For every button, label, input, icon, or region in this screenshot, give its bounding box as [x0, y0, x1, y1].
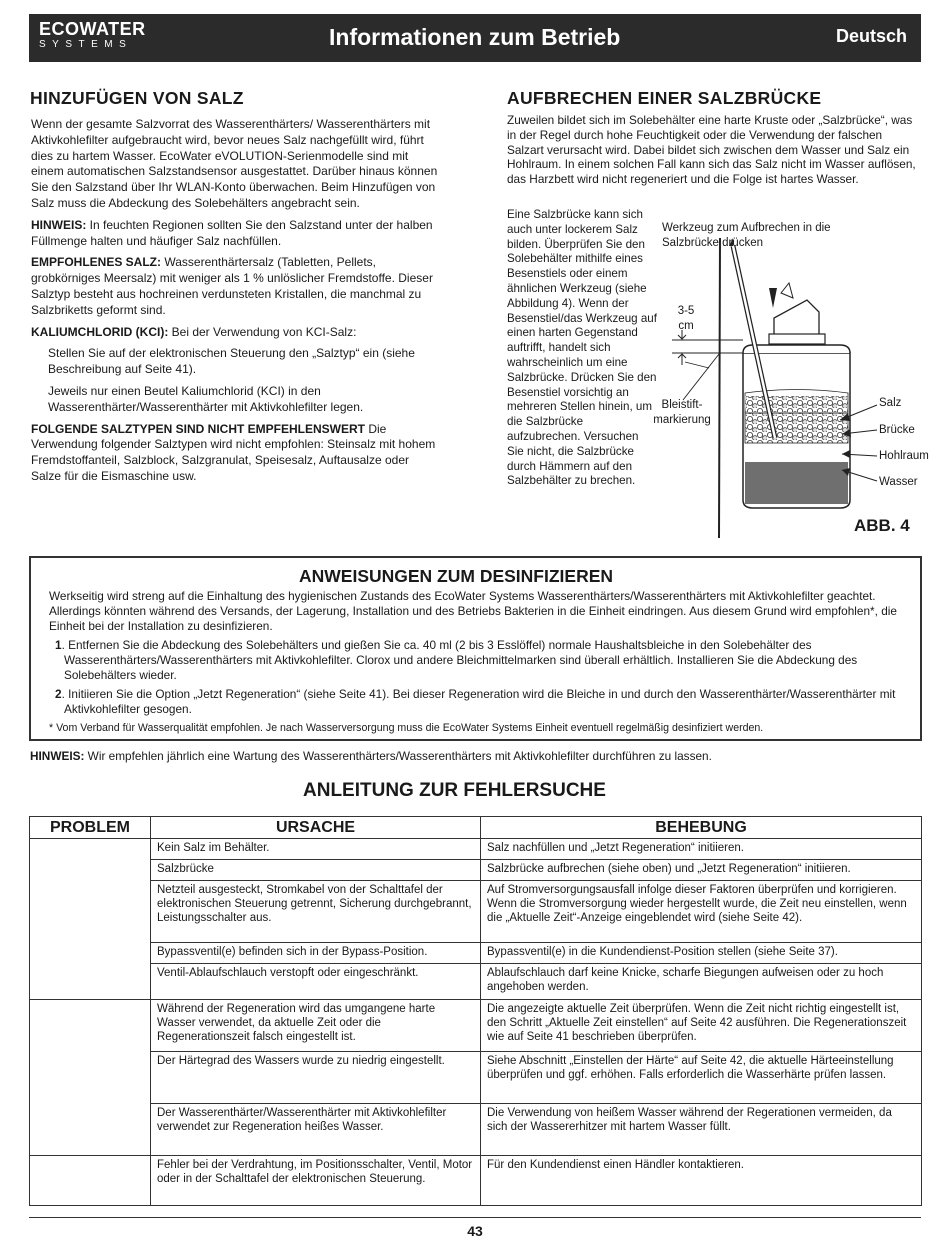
- cause-cell: Fehler bei der Verdrahtung, im Positionsschalter, Ventil, Motor oder in der Schalttafel der elektronischen Steuerung.: [151, 1156, 481, 1206]
- water-label: Wasser: [879, 476, 918, 488]
- cause-cell: Der Wasserenthärter/Wasserenthärter mit Aktivkohlefilter verwendet zur Regeneration heißes Wasser.: [151, 1104, 481, 1156]
- troubleshooting-table: [29, 816, 922, 1206]
- cause-cell: Der Härtegrad des Wassers wurde zu niedrig eingestellt.: [151, 1052, 481, 1104]
- kcl-item-2: Jeweils nur einen Beutel Kaliumchlorid (KCI) in den Wasserenthärter/Wasserenthärter mit Aktivkohlefilter legen.: [48, 383, 364, 414]
- remedy-cell: Für den Kundendienst einen Händler kontaktieren.: [481, 1156, 922, 1206]
- page-number: 43: [467, 1223, 483, 1239]
- table-row: [30, 1052, 922, 1104]
- remedy-cell: Auf Stromversorgungsausfall infolge dieser Faktoren überprüfen und korrigieren. Wenn die Stromversorgung wieder hergestellt wurde, die Zeit neu einstellen, wenn die „Aktuelle Zeit“-Anzeige eingeblendet wird (siehe Seite 42).: [481, 881, 922, 943]
- salt-label: Salz: [879, 397, 902, 409]
- bridge-intro: Zuweilen bildet sich im Solebehälter eine harte Kruste oder „Salzbrücke“, was in der Regel durch hohe Feuchtigkeit oder die Verwendung der falschen Salzart verursacht wird. Dabei bildet sich zwischen dem Wasser und Salz ein Hohlraum. In einem solchen Fall kann sich das Salz nicht im Wasser auflösen, das Harzbett wird nicht regeneriert und die Folge ist hartes Wasser.: [507, 113, 916, 187]
- cause-cell: Während der Regeneration wird das umgangene harte Wasser verwendet, da aktuelle Zeit oder die Regenerationszeit falsch eingestellt ist.: [151, 1000, 481, 1052]
- maintenance-note-label: HINWEIS:: [30, 749, 85, 763]
- logo-name: ECOWATER: [39, 19, 146, 39]
- page-title: Informationen zum Betrieb: [329, 24, 621, 50]
- not-recommended-text: Die Verwendung folgender Salztypen wird nicht empfohlen: Steinsalz mit hohem Fremdstoffanteil, Salzblock, Salzgranulat, Speisesalz, Auftausalze oder Salze für die Eismaschine usw.: [31, 421, 436, 483]
- kcl-paragraph: [31, 325, 439, 341]
- col-remedy: BEHEBUNG: [481, 817, 922, 839]
- figure-number: ABB. 4: [854, 516, 910, 535]
- figure-caption-text: Eine Salzbrücke kann sich auch unter lockerem Salz bilden. Überprüfen Sie den Solebehälter mithilfe eines Besenstiels oder einem ähnlichen Werkzeug (siehe Abbildung 4). Wenn der Besenstiel/das Werkzeug auf einen harten Gegenstand auftrifft, handelt sich wahrscheinlich um eine Salzbrücke. Drücken Sie den Besenstiel vorsichtig an mehreren Stellen hinein, um die Salzbrücke aufzubrechen. Versuchen Sie nicht, die Salzbrücke durch Hämmern auf den Salzbehälter zu brechen.: [507, 208, 657, 488]
- step-2-text: . Initiieren Sie die Option „Jetzt Regeneration“ (siehe Seite 41). Bei dieser Regeneration wird die Bleiche in und durch den Wasserenthärter/Wasserenthärter mit Aktivkohlefilter gesogen.: [61, 687, 896, 716]
- tool-label: Werkzeug zum Aufbrechen in die Salzbrücke drücken: [662, 222, 831, 249]
- logo-subtitle: SYSTEMS: [39, 39, 133, 50]
- remedy-cell: Die Verwendung von heißem Wasser während der Regerationen vermeiden, da sich der Wassererhitzer mit hartem Wasser füllt.: [481, 1104, 922, 1156]
- disinfect-intro: Werkseitig wird streng auf die Einhaltung des hygienischen Zustands des EcoWater Systems Wasserenthärters/Wasserenthärters mit Aktivkohlefilter geachtet. Allerdings könnten während des Versands, der Lagerung, Installation und des Betriebs Bakterien in die Einheit eindringen. Aus diesem Grund wird empfohlen*, die Einheit bei der Installation zu desinfizieren.: [49, 589, 897, 633]
- salt-intro: Wenn der gesamte Salzvorrat des Wasserenthärters/ Wasserenthärters mit Aktivkohlefilter aufgebraucht wird, bevor neues Salz nachgefüllt wird, führt dies zu hartem Wasser. EcoWater eVOLUTION-Serienmodelle sind mit einem automatischen Salzstandsensor ausgestattet. Darüber hinaus können Sie den Salzstand über Ihr WLAN-Konto überwachen. Beim Hinzufügen von Salz muss die Abdeckung des Solebehälters angebracht sein.: [31, 117, 438, 210]
- col-cause: URSACHE: [151, 817, 481, 839]
- salt-note-text: In feuchten Regionen sollten Sie den Salzstand unter der halben Füllmenge halten und häufiger Salz nachfüllen.: [31, 217, 433, 248]
- remedy-cell: Ablaufschlauch darf keine Knicke, scharfe Biegungen aufweisen oder zu hoch angehoben werden.: [481, 964, 922, 1000]
- remedy-cell: Salz nachfüllen und „Jetzt Regeneration“ initiieren.: [481, 839, 922, 860]
- troubleshooting-heading: ANLEITUNG ZUR FEHLERSUCHE: [303, 780, 606, 801]
- pencil-mark-label: Bleistift- markierung: [653, 399, 711, 426]
- not-recommended-label: FOLGENDE SALZTYPEN SIND NICHT EMPFEHLENSWERT: [31, 421, 366, 436]
- cause-cell: Kein Salz im Behälter.: [151, 839, 481, 860]
- maintenance-note: [30, 749, 712, 763]
- cause-cell: Ventil-Ablaufschlauch verstopft oder eingeschränkt.: [151, 964, 481, 1000]
- ecowater-logo: [39, 20, 146, 52]
- bridge-label: Brücke: [879, 424, 915, 436]
- salt-note-label: HINWEIS:: [31, 217, 87, 232]
- disinfect-box: [29, 556, 922, 741]
- kcl-item-1: Stellen Sie auf der elektronischen Steuerung den „Salztyp“ ein (siehe Beschreibung auf Seite 41).: [48, 346, 415, 377]
- step-1-text: . Entfernen Sie die Abdeckung des Solebehälters und gießen Sie ca. 40 ml (2 bis 3 Esslöffel) normale Haushaltsbleiche in den Solebehälter des Wasserenthärters/Wasserenthärters mit Aktivkohlefilter. Clorox und andere Bleichmittelmarken sind überall erhältlich. Installieren Sie die Abdeckung des Solebehälters wieder.: [61, 638, 858, 682]
- problem-cell: [30, 1156, 151, 1206]
- table-row: [30, 1156, 922, 1206]
- maintenance-note-text: Wir empfehlen jährlich eine Wartung des Wasserenthärters/Wasserenthärters mit Aktivkohlefilter durchführen zu lassen.: [84, 749, 712, 763]
- bridge-heading: AUFBRECHEN EINER SALZBRÜCKE: [507, 88, 822, 108]
- cause-cell: Bypassventil(e) befinden sich in der Bypass-Position.: [151, 943, 481, 964]
- disinfect-footnote: * Vom Verband für Wasserqualität empfohlen. Je nach Wasserversorgung muss die EcoWater Systems Einheit eventuell regelmäßig desinfiziert werden.: [49, 722, 764, 734]
- salt-note: [31, 218, 439, 250]
- remedy-cell: Salzbrücke aufbrechen (siehe oben) und „Jetzt Regeneration“ initiieren.: [481, 860, 922, 881]
- table-row: [30, 943, 922, 964]
- disinfect-heading: ANWEISUNGEN ZUM DESINFIZIEREN: [299, 566, 614, 586]
- cause-cell: Salzbrücke: [151, 860, 481, 881]
- footer-rule: [29, 1217, 921, 1218]
- step-2-number: 2: [55, 687, 62, 701]
- problem-cell: [30, 1000, 151, 1156]
- kcl-text: Bei der Verwendung von KCI-Salz:: [168, 324, 357, 339]
- disinfect-step-2: [49, 687, 909, 717]
- salt-bridge-layer: [745, 413, 848, 443]
- cavity-label: Hohlraum: [879, 450, 929, 462]
- disinfect-text: [49, 589, 909, 740]
- table-row: [30, 1000, 922, 1052]
- kcl-label: KALIUMCHLORID (KCI):: [31, 324, 169, 339]
- language-label: Deutsch: [835, 26, 907, 46]
- problem-cell: [30, 839, 151, 1000]
- page-header: [29, 14, 921, 62]
- table-row: [30, 1104, 922, 1156]
- col-problem: PROBLEM: [30, 817, 151, 839]
- table-header-row: [30, 817, 922, 839]
- step-1-number: 1: [55, 638, 62, 652]
- not-recommended: [31, 422, 439, 485]
- table-row: [30, 860, 922, 881]
- disinfect-step-1: [49, 638, 909, 683]
- remedy-cell: Bypassventil(e) in die Kundendienst-Position stellen (siehe Seite 37).: [481, 943, 922, 964]
- depth-label: 3-5 cm: [677, 305, 695, 332]
- cause-cell: Netzteil ausgesteckt, Stromkabel von der Schalttafel der elektronischen Steuerung getrennt, Sicherung durchgebrannt, Leistungsschalter aus.: [151, 881, 481, 943]
- measuring-stick: [719, 238, 720, 538]
- recommended-salt-label: EMPFOHLENES SALZ:: [31, 255, 162, 270]
- table-row: [30, 964, 922, 1000]
- table-row: [30, 881, 922, 943]
- figure-4: [507, 208, 929, 548]
- recommended-salt-text: Wasserenthärtersalz (Tabletten, Pellets, grobkörniges Meersalz) mit weniger als 1 % unlöslicher Fremdstoffe. Dieser Salztyp besteht aus hochreinen verdunsteten Kristallen, die manchmal zu Salzbriketts geformt sind.: [31, 255, 433, 317]
- salt-section: [31, 117, 439, 491]
- salt-heading: HINZUFÜGEN VON SALZ: [30, 88, 244, 108]
- salt-bridge-illustration: [507, 208, 922, 548]
- remedy-cell: Siehe Abschnitt „Einstellen der Härte“ auf Seite 42, die aktuelle Härteeinstellung überprüfen und ggf. erhöhen. Falls erforderlich die Wasserhärte prüfen lassen.: [481, 1052, 922, 1104]
- recommended-salt: [31, 255, 439, 318]
- remedy-cell: Die angezeigte aktuelle Zeit überprüfen. Wenn die Zeit nicht richtig eingestellt ist, den Schritt „Aktuelle Zeit einstellen“ auf Seite 42 ausführen. Die Regenerationszeit wie auf Seite 41 beschrieben überprüfen.: [481, 1000, 922, 1052]
- table-row: [30, 839, 922, 860]
